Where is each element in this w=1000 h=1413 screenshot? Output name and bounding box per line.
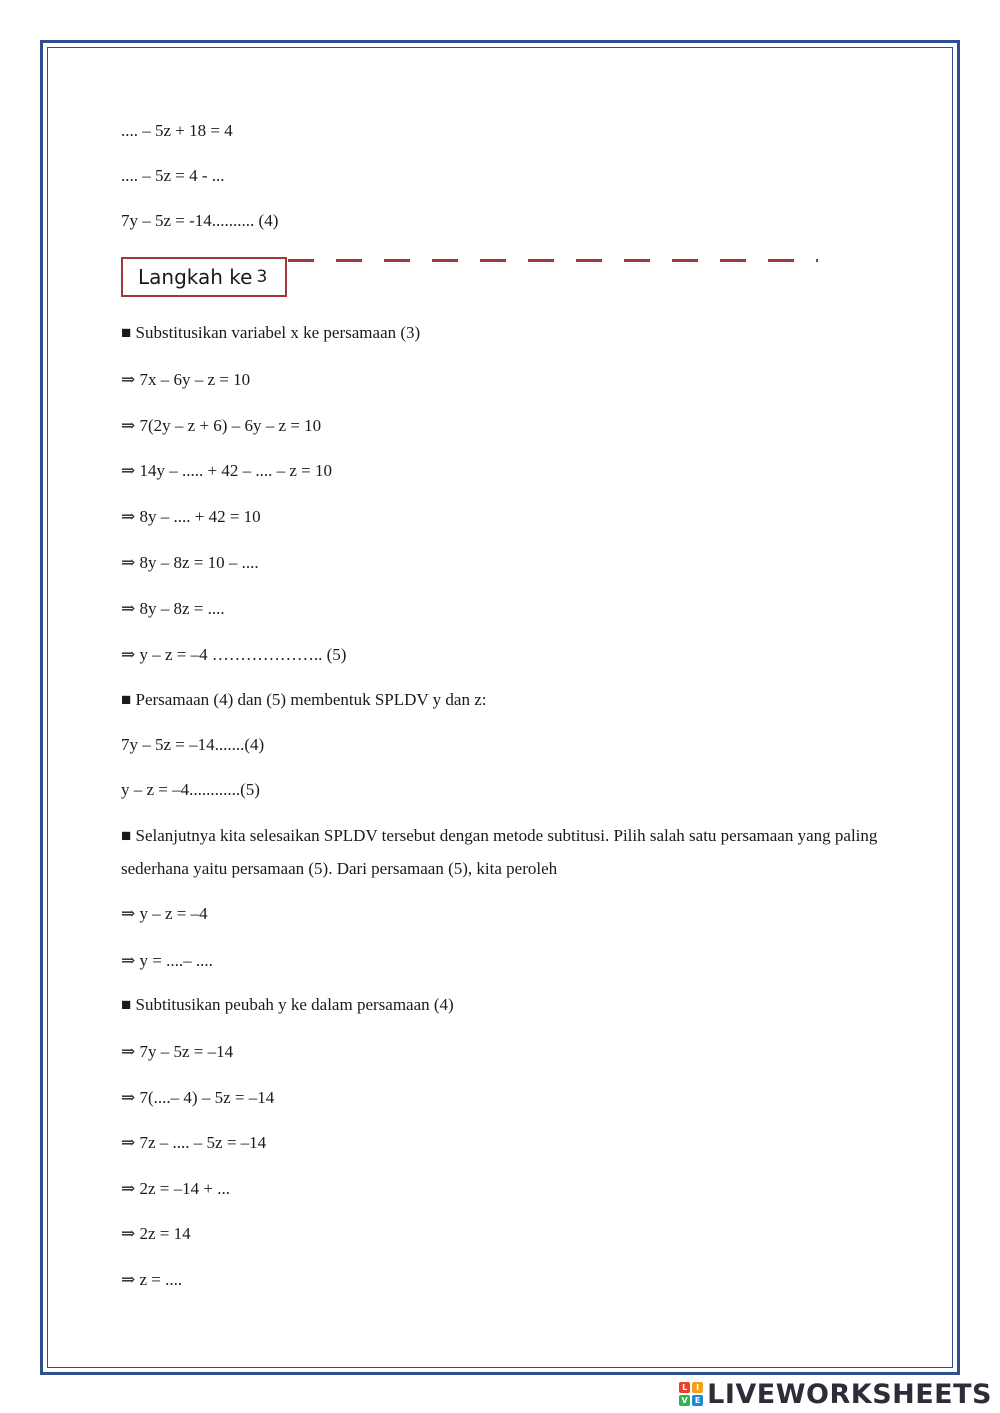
step-heading <box>121 257 287 297</box>
logo-mark-letter: I <box>692 1382 703 1393</box>
equation-line: ⇒ y = ....– .... <box>121 951 213 970</box>
equation-line: ⇒ 7y – 5z = –14 <box>121 1042 234 1061</box>
instruction-line: ■ Substitusikan variabel x ke persamaan (3) <box>121 323 421 342</box>
equation-line: ⇒ 2z = –14 + ... <box>121 1179 230 1198</box>
equation-line: ⇒ y – z = –4 <box>121 904 208 923</box>
logo-mark-icon <box>679 1382 703 1406</box>
equation-line: ⇒ 2z = 14 <box>121 1224 191 1243</box>
logo-mark-letter: L <box>679 1382 690 1393</box>
equation-line: 7y – 5z = -14.......... (4) <box>121 211 279 230</box>
equation-line: 7y – 5z = –14.......(4) <box>121 735 265 754</box>
equation-line: ⇒ 8y – 8z = .... <box>121 599 225 618</box>
instruction-line: ■ Persamaan (4) dan (5) membentuk SPLDV y dan z: <box>121 690 487 709</box>
instruction-paragraph: ■ Selanjutnya kita selesaikan SPLDV tersebut dengan metode subtitusi. Pilih salah satu persamaan yang paling sederhana yaitu persamaan (5). Dari persamaan (5), kita peroleh <box>121 826 878 878</box>
step-heading-number: 3 <box>256 267 268 287</box>
logo-mark-letter: V <box>679 1395 690 1406</box>
equation-line: ⇒ 14y – ..... + 42 – .... – z = 10 <box>121 461 332 480</box>
equation-line: ⇒ 7z – .... – 5z = –14 <box>121 1133 267 1152</box>
equation-line: ⇒ y – z = –4 ……………….. (5) <box>121 645 347 664</box>
equation-line: ⇒ 8y – 8z = 10 – .... <box>121 553 259 572</box>
equation-line: ⇒ 7(2y – z + 6) – 6y – z = 10 <box>121 416 322 435</box>
liveworksheets-logo <box>679 1378 992 1410</box>
equation-line: .... – 5z + 18 = 4 <box>121 121 233 140</box>
step-heading-label: Langkah ke <box>138 265 253 289</box>
equation-line: y – z = –4............(5) <box>121 780 260 799</box>
logo-text: LIVEWORKSHEETS <box>707 1378 992 1410</box>
equation-line: ⇒ 7x – 6y – z = 10 <box>121 370 251 389</box>
equation-line: .... – 5z = 4 - ... <box>121 166 225 185</box>
equation-line: ⇒ z = .... <box>121 1270 183 1289</box>
instruction-line: ■ Subtitusikan peubah y ke dalam persamaan (4) <box>121 995 454 1014</box>
equation-line: ⇒ 7(....– 4) – 5z = –14 <box>121 1088 275 1107</box>
dashed-divider <box>288 259 818 262</box>
logo-mark-letter: E <box>692 1395 703 1406</box>
equation-line: ⇒ 8y – .... + 42 = 10 <box>121 507 261 526</box>
